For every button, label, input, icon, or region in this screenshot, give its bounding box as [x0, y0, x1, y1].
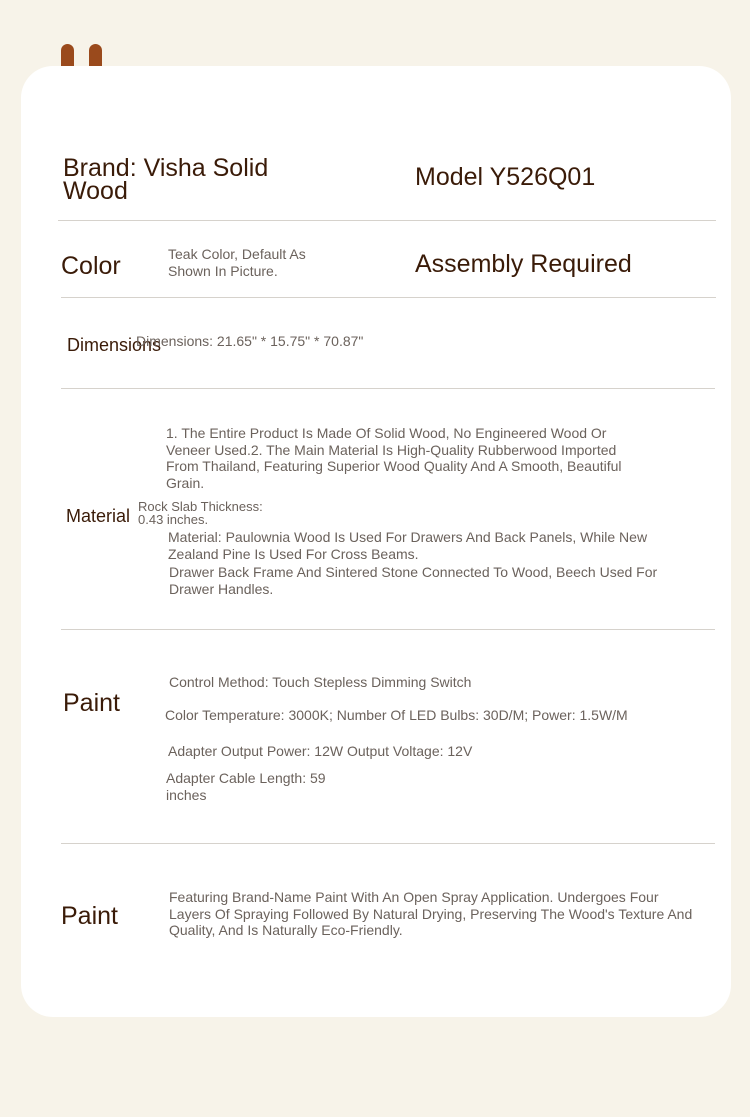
assembly-title: Assembly Required [415, 250, 632, 278]
paint-finish-description: Featuring Brand-Name Paint With An Open Spray Application. Undergoes Four Layers Of Spraying Followed By Natural Drying, Preserving The Wood's Texture And Quality, And Is Naturally Eco-Friendly. [169, 889, 693, 938]
material-line-2: Material: Paulownia Wood Is Used For Drawers And Back Panels, While New Zealand Pine Is Used For Cross Beams. [168, 529, 648, 562]
material-slab-thickness: Rock Slab Thickness: 0.43 inches. [138, 499, 263, 527]
divider [61, 843, 715, 844]
material-line-1: 1. The Entire Product Is Made Of Solid Wood, No Engineered Wood Or Veneer Used.2. The Main Material Is High-Quality Rubberwood Imported From Thailand, Featuring Superior Wood Quality And A Smooth, Beautiful Grain. [166, 425, 622, 491]
dimensions-value: Dimensions: 21.65" * 15.75" * 70.87" [136, 333, 364, 349]
model-title: Model Y526Q01 [415, 163, 596, 191]
material-line-3: Drawer Back Frame And Sintered Stone Connected To Wood, Beech Used For Drawer Handles. [169, 564, 658, 597]
paint-finish-label: Paint [61, 902, 118, 930]
lighting-color-temperature: Color Temperature: 3000K; Number Of LED Bulbs: 30D/M; Power: 1.5W/M [165, 707, 628, 723]
color-value: Teak Color, Default As Shown In Picture. [168, 246, 306, 279]
material-label: Material [66, 506, 131, 526]
divider [58, 220, 716, 221]
brand-title: Brand: Visha Solid Wood [63, 154, 269, 205]
color-label: Color [61, 252, 121, 280]
dimensions-label: Dimensions [67, 335, 162, 355]
lighting-adapter-power: Adapter Output Power: 12W Output Voltage: 12V [168, 743, 473, 759]
divider [61, 388, 715, 389]
divider [61, 629, 715, 630]
lighting-control-method: Control Method: Touch Stepless Dimming Switch [169, 674, 472, 690]
paint-label: Paint [63, 689, 120, 717]
divider [61, 297, 716, 298]
lighting-cable-length: Adapter Cable Length: 59 inches [166, 770, 326, 803]
